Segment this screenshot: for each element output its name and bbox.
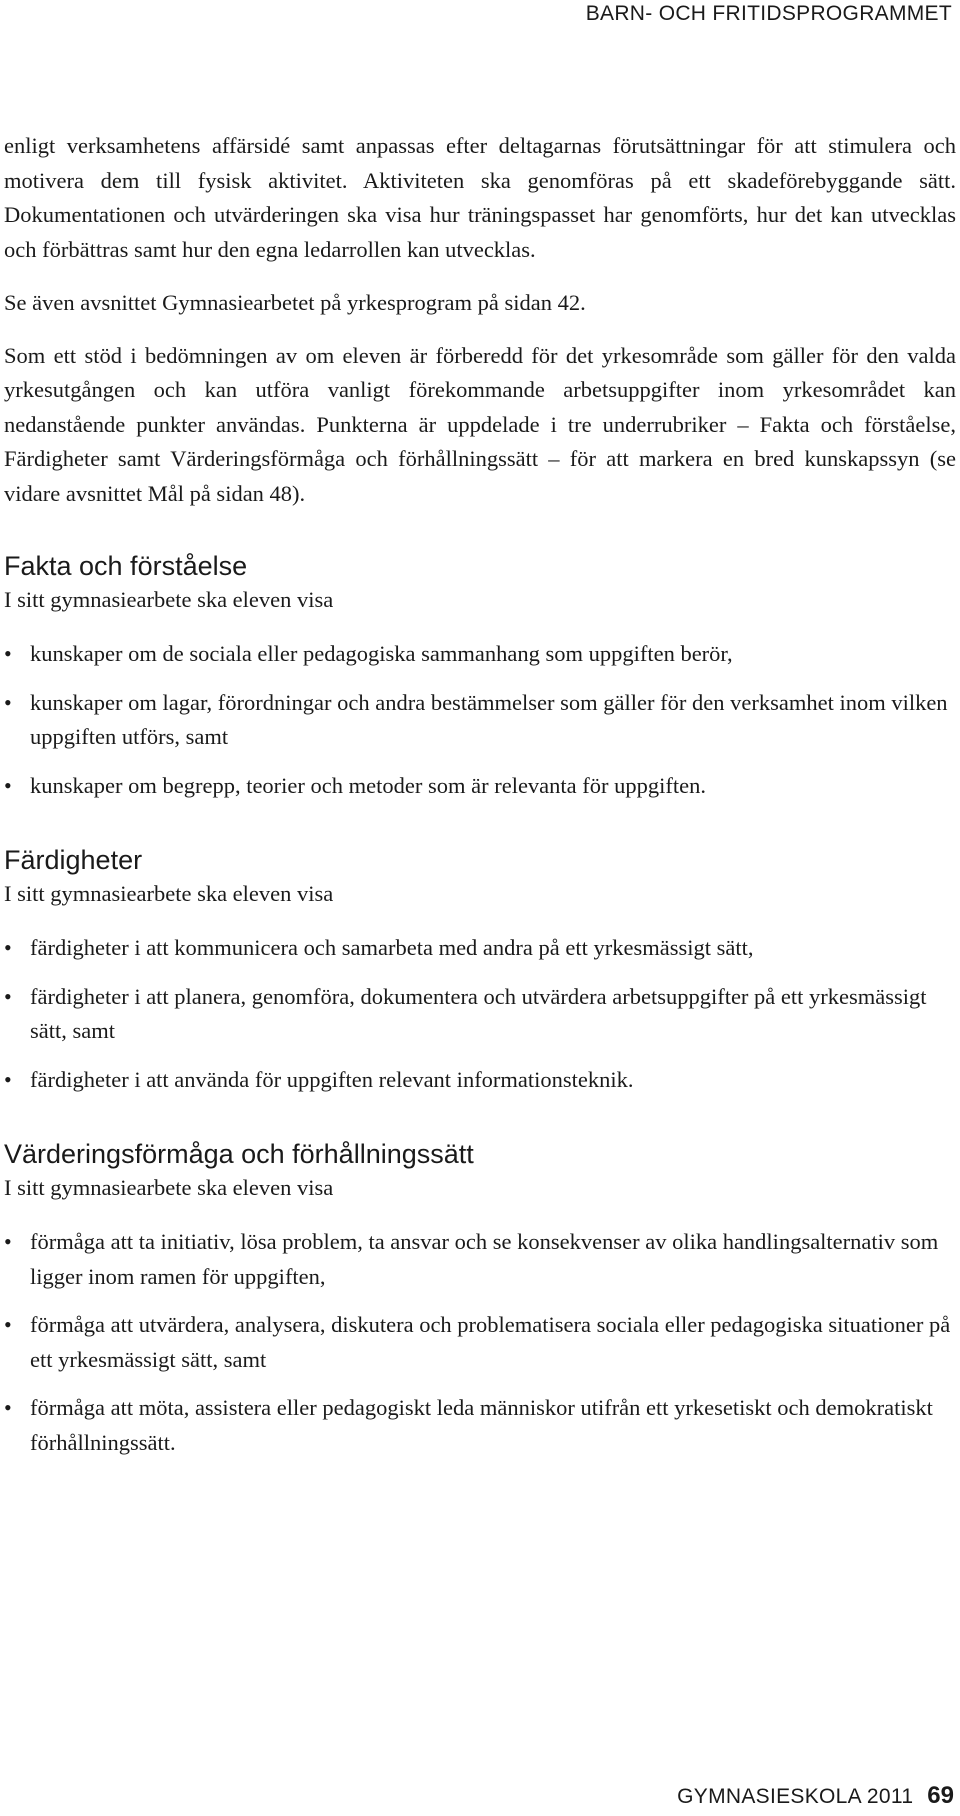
list-item — [4, 1063, 956, 1098]
bullet-icon: • — [4, 1395, 12, 1420]
section-heading: Värderingsförmåga och förhållningssätt — [4, 1139, 474, 1169]
section-intro: I sitt gymnasiearbete ska eleven visa — [4, 1175, 334, 1200]
list-item — [4, 1391, 956, 1460]
bullet-icon: • — [4, 689, 12, 715]
list-item-text: förmåga att möta, assistera eller pedagogiskt leda människor utifrån ett yrkesetiskt och demokratiskt förhållningssätt. — [30, 1395, 933, 1455]
body-paragraph-2: Se även avsnittet Gymnasiearbetet på yrkesprogram på sidan 42. — [4, 290, 586, 315]
section-heading: Färdigheter — [4, 845, 143, 875]
bullet-icon: • — [4, 1229, 12, 1254]
bullet-list — [4, 931, 956, 1097]
bullet-icon: • — [4, 1066, 12, 1092]
section-heading: Fakta och förståelse — [4, 551, 248, 581]
section-fardigheter — [4, 843, 956, 1097]
bullet-icon: • — [4, 772, 12, 798]
list-item-text: förmåga att ta initiativ, lösa problem, ta ansvar och se konsekvenser av olika handlingsalternativ som ligger inom ramen för uppgiften, — [30, 1229, 939, 1289]
section-intro: I sitt gymnasiearbete ska eleven visa — [4, 881, 334, 906]
list-item-text: förmåga att utvärdera, analysera, diskutera och problematisera sociala eller pedagogiska situationer på ett yrkesmässigt sätt, samt — [30, 1312, 951, 1372]
list-item — [4, 980, 956, 1049]
page-footer — [677, 1782, 954, 1810]
running-header: BARN- OCH FRITIDSPROGRAMMET — [585, 2, 952, 25]
page-number: 69 — [927, 1782, 954, 1809]
bullet-icon: • — [4, 935, 12, 960]
section-varderingsformaga — [4, 1137, 956, 1460]
list-item-text: kunskaper om lagar, förordningar och andra bestämmelser som gäller för den verksamhet inom vilken uppgiften utförs, samt — [30, 689, 948, 749]
body-paragraph-3: Som ett stöd i bedömningen av om eleven är förberedd för det yrkesområde som gäller för den valda yrkesutgången och kan utföra vanligt förekommande arbetsuppgifter inom yrkesområdet kan nedanstående punkter användas. Punkterna är uppdelade i tre underrubriker – Fakta och förståelse, Färdigheter samt Värderingsförmåga och förhållningssätt – för att markera en bred kunskapssyn (se vidare avsnittet Mål på sidan 48). — [4, 342, 956, 506]
section-intro: I sitt gymnasiearbete ska eleven visa — [4, 587, 334, 612]
bullet-list — [4, 1225, 956, 1460]
section-fakta-och-forstaelse — [4, 549, 956, 803]
bullet-icon: • — [4, 983, 12, 1009]
list-item — [4, 637, 956, 672]
page-content — [4, 129, 956, 1474]
list-item — [4, 1225, 956, 1294]
body-paragraph-1: enligt verksamhetens affärsidé samt anpassas efter deltagarnas förutsättningar för att stimulera och motivera dem till fysisk aktivitet. Aktiviteten ska genomföras på ett skadeförebyggande sätt. Dokumentationen och utvärderingen ska visa hur träningspasset har genomförts, hur det kan utvecklas och förbättras samt hur den egna ledarrollen kan utvecklas. — [4, 133, 956, 262]
publication-title: GYMNASIESKOLA 2011 — [677, 1785, 914, 1808]
bullet-icon: • — [4, 1312, 12, 1337]
list-item-text: färdigheter i att planera, genomföra, dokumentera och utvärdera arbetsuppgifter på ett yrkesmässigt sätt, samt — [30, 983, 927, 1043]
list-item-text: färdigheter i att använda för uppgiften relevant informationsteknik. — [30, 1066, 634, 1092]
list-item-text: kunskaper om begrepp, teorier och metoder som är relevanta för uppgiften. — [30, 772, 706, 798]
list-item — [4, 931, 956, 966]
list-item-text: färdigheter i att kommunicera och samarbeta med andra på ett yrkesmässigt sätt, — [30, 935, 754, 960]
list-item — [4, 686, 956, 755]
list-item-text: kunskaper om de sociala eller pedagogiska sammanhang som uppgiften berör, — [30, 641, 733, 666]
list-item — [4, 1308, 956, 1377]
list-item — [4, 769, 956, 804]
bullet-icon: • — [4, 641, 12, 666]
bullet-list — [4, 637, 956, 803]
